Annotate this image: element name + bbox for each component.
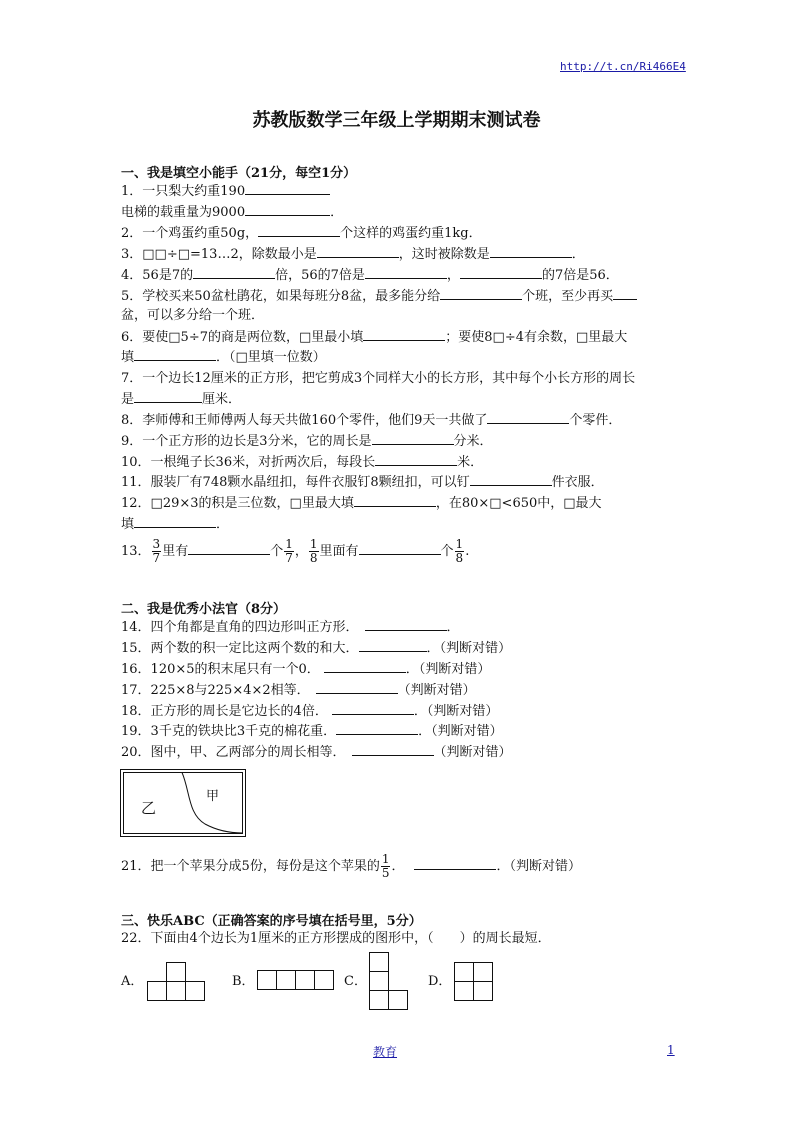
question-4: 4．56是7的 倍，56的7倍是 ， 的7倍是56．	[121, 268, 619, 283]
figure-outer-border	[121, 770, 246, 837]
option-c-label[interactable]: C．	[344, 974, 367, 989]
fraction-one-fifth: $\frac{1}{5}$	[381, 852, 390, 880]
question-11: 11．服装厂有748颗水晶纽扣，每件衣服钉8颗纽扣，可以钉 件衣服．	[121, 475, 604, 490]
question-2: 2．一个鸡蛋约重50g， 个这样的鸡蛋约重1kg．	[121, 226, 482, 241]
page-title: 苏教版数学三年级上学期期末测试卷	[252, 110, 541, 131]
answer-blank[interactable]	[414, 857, 496, 870]
option-a-figure[interactable]	[147, 962, 205, 1002]
answer-blank[interactable]	[487, 411, 569, 424]
answer-blank[interactable]	[134, 515, 216, 528]
answer-blank[interactable]	[352, 743, 434, 756]
question-1b: 电梯的载重量为9000 ．	[121, 205, 344, 220]
question-13: 13． $\frac{3}{7}$ 里有 个 $\frac{1}{7}$ ， $\frac{1}{8}$ 里面有 个 $\frac{1}{8}$ .	[121, 537, 470, 565]
question-16: 16．120×5的积末尾只有一个0． ．（判断对错）	[121, 662, 491, 677]
fraction-one-eighth: $\frac{1}{8}$	[309, 537, 318, 565]
question-12b: 填 ．	[121, 517, 230, 532]
question-7a: 7．一个边长12厘米的正方形，把它剪成3个同样大小的长方形，其中每个小长方形的周长	[121, 371, 636, 386]
question-22: 22．下面由4个边长为1厘米的正方形摆成的图形中，（ ）的周长最短．	[121, 931, 551, 946]
answer-blank[interactable]	[470, 473, 552, 486]
question-3: 3．□□÷□=13…2，除数最小是 ，这时被除数是 ．	[121, 247, 585, 262]
answer-blank[interactable]	[365, 266, 447, 279]
figure-label-yi: 乙	[141, 799, 157, 817]
answer-blank[interactable]	[359, 639, 427, 652]
answer-blank[interactable]	[188, 542, 270, 555]
footer-link[interactable]: 教育	[373, 1045, 398, 1059]
question-8: 8．李师傅和王师傅两人每天共做160个零件，他们9天一共做了 个零件．	[121, 413, 622, 428]
header-url[interactable]: http://t.cn/Ri466E4	[560, 60, 686, 73]
answer-blank[interactable]	[245, 203, 330, 216]
question-6b: 填 ．（□里填一位数）	[121, 350, 326, 365]
question-20: 20．图中，甲、乙两部分的周长相等． （判断对错）	[121, 745, 512, 760]
answer-blank[interactable]	[490, 245, 572, 258]
answer-blank[interactable]	[317, 245, 399, 258]
option-d-figure[interactable]	[454, 962, 494, 1002]
answer-blank[interactable]	[324, 660, 406, 673]
fraction-one-seventh: $\frac{1}{7}$	[285, 537, 293, 565]
question-21: 21．把一个苹果分成5份，每份是这个苹果的 $\frac{1}{5}$ ． ．（判断对错）	[121, 852, 582, 880]
question-18: 18．正方形的周长是它边长的4倍． ．（判断对错）	[121, 704, 499, 719]
answer-blank[interactable]	[363, 328, 445, 341]
answer-blank[interactable]	[316, 681, 398, 694]
option-c-figure[interactable]	[369, 952, 409, 1010]
section2-heading: 二、我是优秀小法官（8分）	[121, 602, 287, 617]
page-number: 1	[667, 1043, 675, 1057]
question-12a: 12．□29×3的积是三位数，□里最大填 ，在80×□<650中，□最大	[121, 496, 602, 511]
question-7b: 是 厘米．	[121, 392, 242, 407]
answer-blank[interactable]	[336, 722, 418, 735]
answer-blank[interactable]	[134, 348, 216, 361]
question-19: 19．3千克的铁块比3千克的棉花重． ．（判断对错）	[121, 724, 503, 739]
question-14: 14．四个角都是直角的四边形叫正方形． ．	[121, 620, 460, 635]
answer-blank[interactable]	[134, 390, 202, 403]
option-b-label[interactable]: B．	[232, 974, 255, 989]
question-10: 10．一根绳子长36米，对折两次后，每段长 米．	[121, 455, 484, 470]
answer-blank[interactable]	[332, 702, 414, 715]
answer-blank[interactable]	[193, 266, 275, 279]
q20-figure	[120, 769, 246, 837]
answer-blank[interactable]	[245, 182, 330, 195]
option-b-figure[interactable]	[257, 970, 335, 992]
answer-blank[interactable]	[372, 432, 454, 445]
fraction-one-eighth-2: $\frac{1}{8}$	[455, 537, 464, 565]
answer-blank[interactable]	[613, 287, 637, 300]
section3-heading: 三、快乐ABC（正确答案的序号填在括号里，5分）	[121, 914, 422, 929]
option-d-label[interactable]: D．	[428, 974, 452, 989]
question-15: 15．两个数的积一定比这两个数的和大． ．（判断对错）	[121, 641, 512, 656]
answer-blank[interactable]	[365, 618, 447, 631]
fraction-three-sevenths: $\frac{3}{7}$	[152, 537, 161, 565]
question-17: 17．225×8与225×4×2相等． （判断对错）	[121, 683, 476, 698]
answer-blank[interactable]	[375, 453, 457, 466]
question-6a: 6．要使□5÷7的商是两位数，□里最小填 ；要使8□÷4有余数，□里最大	[121, 330, 628, 345]
question-1a: 1．一只梨大约重190	[121, 182, 330, 201]
option-a-label[interactable]: A．	[121, 974, 144, 989]
section1-heading: 一、我是填空小能手（21分，每空1分）	[121, 166, 357, 181]
question-9: 9．一个正方形的边长是3分米，它的周长是 分米．	[121, 434, 493, 449]
question-5a: 5．学校买来50盆杜鹃花，如果每班分8盆，最多能分给 个班，至少再买	[121, 287, 637, 306]
question-5b: 盆，可以多分给一个班．	[121, 308, 265, 323]
figure-label-jia: 甲	[206, 789, 220, 804]
answer-blank[interactable]	[354, 494, 436, 507]
answer-blank[interactable]	[258, 224, 340, 237]
answer-blank[interactable]	[359, 542, 441, 555]
answer-blank[interactable]	[440, 287, 522, 300]
answer-blank[interactable]	[460, 266, 542, 279]
